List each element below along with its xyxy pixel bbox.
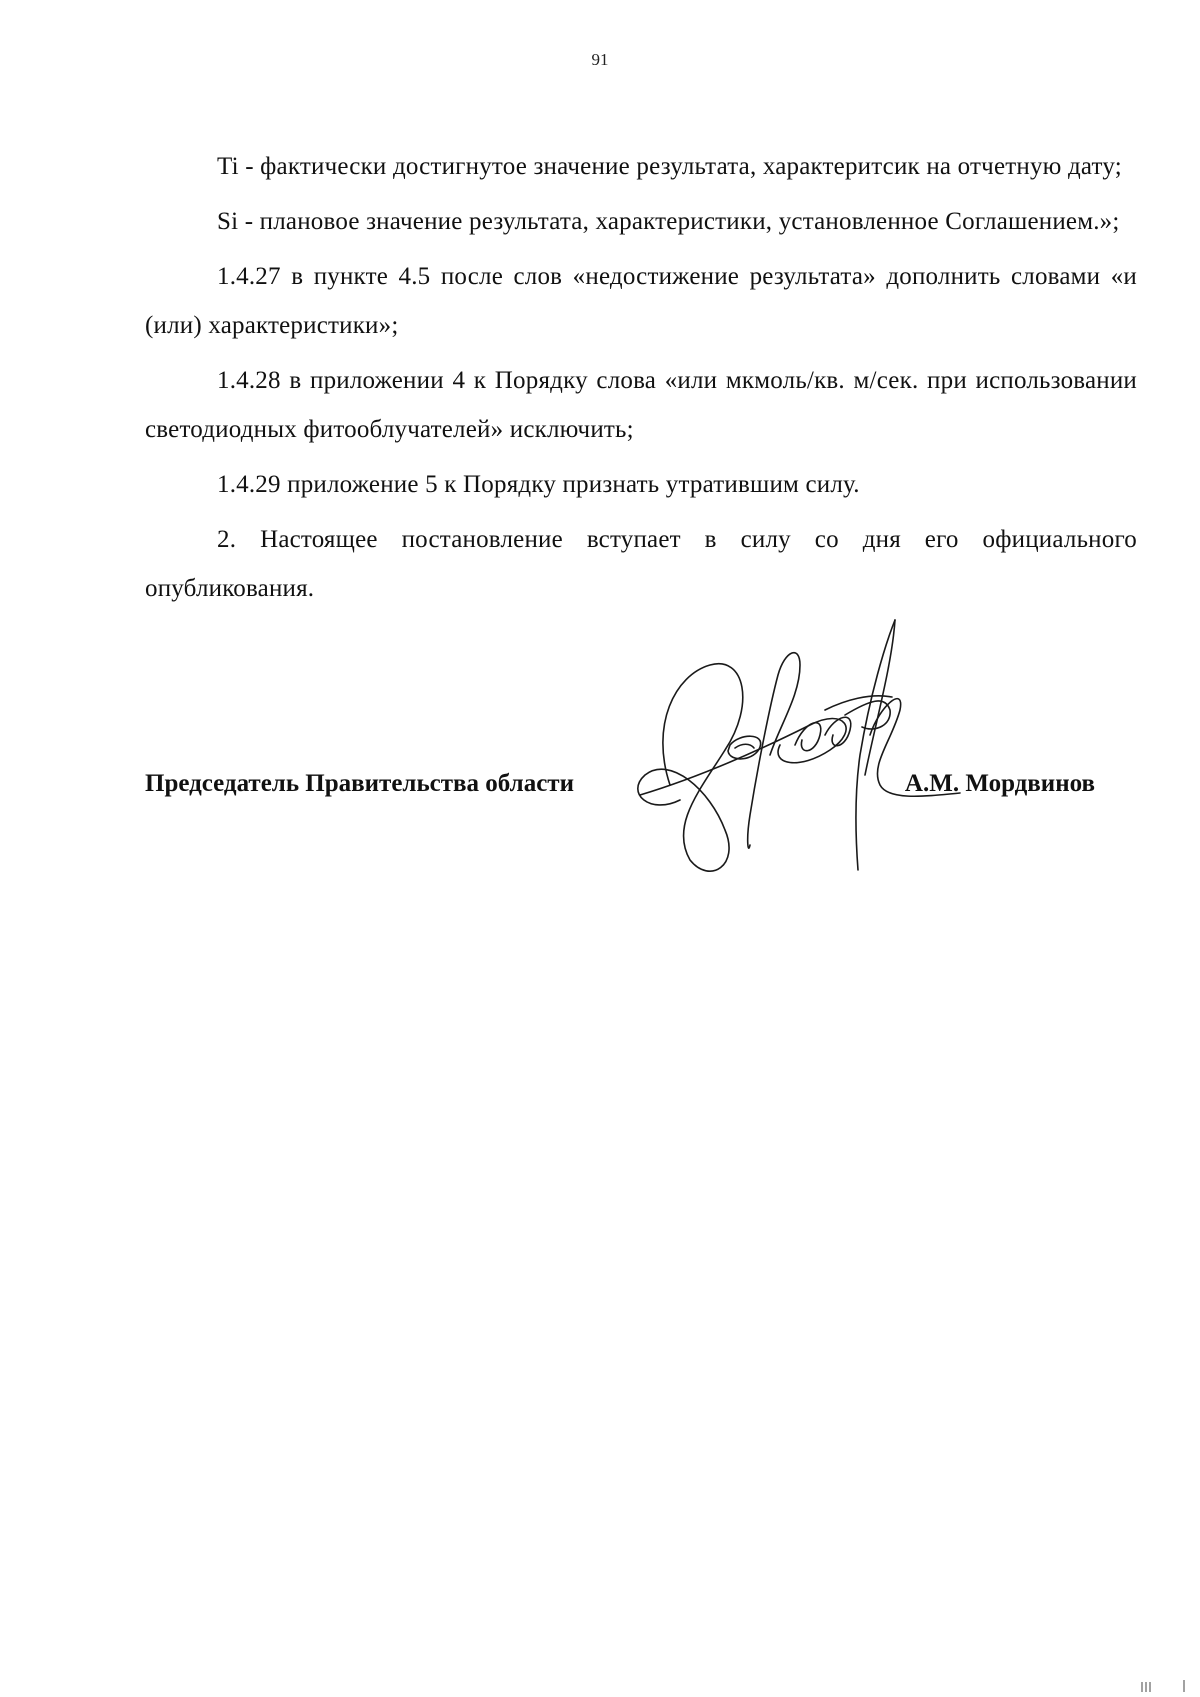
paragraph-ti-definition: Ti - фактически достигнутое значение результата, характеритсик на отчетную дату; [217, 153, 1122, 180]
paragraph-effective-date: 2. Настоящее постановление вступает в силу со дня его официального опубликования. [145, 526, 1137, 602]
paragraph-item-1-4-27: 1.4.27 в пункте 4.5 после слов «недостижение результата» дополнить словами «и (или) характеристики»; [145, 263, 1137, 339]
signatory-name: А.М. Мордвинов [904, 770, 1095, 797]
handwritten-signature [630, 615, 970, 880]
paragraph-si-definition: Si - плановое значение результата, характеристики, установленное Соглашением.»; [217, 208, 1120, 235]
paragraph-item-1-4-29: 1.4.29 приложение 5 к Порядку признать утратившим силу. [217, 471, 860, 498]
page-number: 91 [591, 50, 609, 69]
paragraph-item-1-4-28: 1.4.28 в приложении 4 к Порядку слова «или мкмоль/кв. м/сек. при использовании светодиодных фитооблучателей» исключить; [145, 367, 1137, 443]
document-body [145, 142, 1137, 619]
signatory-title: Председатель Правительства области [145, 770, 574, 797]
scan-edge-marks [1140, 1680, 1190, 1694]
